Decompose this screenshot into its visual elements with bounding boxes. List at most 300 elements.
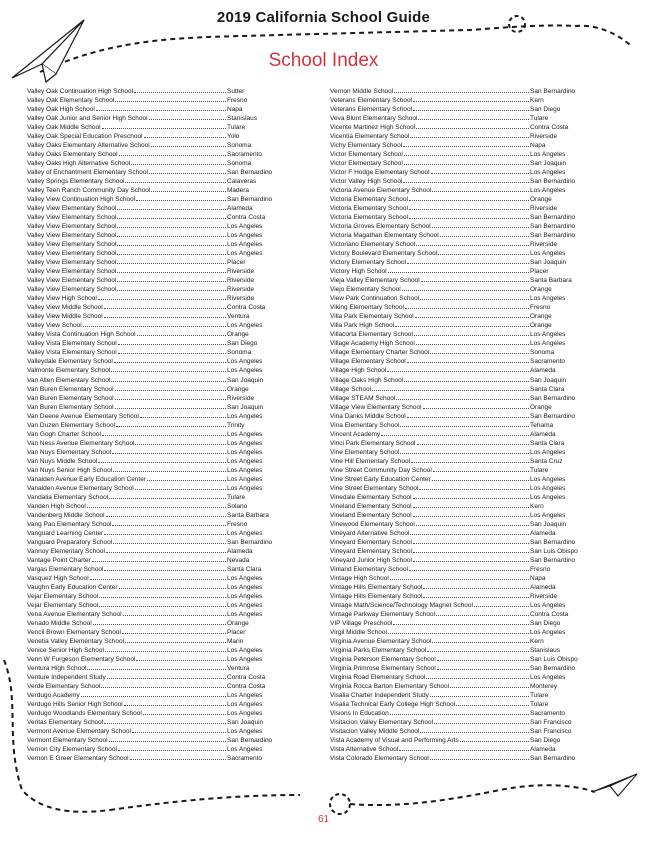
school-name: Valley View Elementary School xyxy=(27,232,117,240)
school-name: Van Allen Elementary School xyxy=(27,376,111,384)
leader-dots xyxy=(115,393,226,400)
leader-dots xyxy=(409,212,529,219)
index-entry xyxy=(330,492,600,501)
index-entry xyxy=(330,248,600,257)
school-name: Vicente Martinez High School xyxy=(330,124,416,132)
county-name: Sonoma xyxy=(227,160,252,168)
index-entry xyxy=(27,465,297,474)
county-name: Nevada xyxy=(227,556,250,564)
leader-dots xyxy=(107,672,226,679)
county-name: Sacramento xyxy=(227,151,263,159)
index-entry xyxy=(27,221,297,230)
school-name: Vanalden Avenue Elementary School xyxy=(27,484,134,492)
county-name: San Joaquin xyxy=(530,520,567,528)
school-name: Van Nuys Middle School xyxy=(27,457,98,465)
leader-dots xyxy=(440,230,529,237)
leader-dots xyxy=(117,203,226,210)
leader-dots xyxy=(423,582,529,589)
index-entry xyxy=(27,663,297,672)
index-entry xyxy=(27,555,297,564)
index-entry xyxy=(27,600,297,609)
county-name: San Bernardino xyxy=(227,538,273,546)
index-entry xyxy=(27,329,297,338)
school-name: Visions In Education xyxy=(330,710,389,718)
leader-dots xyxy=(136,654,226,661)
county-name: Los Angeles xyxy=(227,241,263,249)
leader-dots xyxy=(114,356,226,363)
school-name: Village Oaks High School xyxy=(330,376,404,384)
school-name: Victoria Elementary School xyxy=(330,196,408,204)
school-name: Valley View Elementary School xyxy=(27,205,117,213)
index-entry xyxy=(330,744,600,753)
index-entry xyxy=(27,167,297,176)
school-name: Vintage Parkway Elementary School xyxy=(330,610,436,618)
school-name: Vermont Avenue Elementary School xyxy=(27,728,131,736)
leader-dots xyxy=(432,474,529,481)
leader-dots xyxy=(420,293,529,300)
index-entry xyxy=(27,636,297,645)
school-name: Veritas Elementary School xyxy=(27,719,104,727)
index-entry xyxy=(330,95,600,104)
county-name: San Bernardino xyxy=(227,737,273,745)
index-entry xyxy=(330,663,600,672)
leader-dots xyxy=(420,726,529,733)
school-name: Vantage Point Charter xyxy=(27,556,91,564)
county-name: Tulare xyxy=(227,124,246,132)
index-entry xyxy=(27,302,297,311)
index-entry xyxy=(27,456,297,465)
leader-dots xyxy=(104,528,226,535)
index-entry xyxy=(330,429,600,438)
leader-dots xyxy=(388,627,529,634)
leader-dots xyxy=(402,284,529,291)
leader-dots xyxy=(419,483,529,490)
county-name: San Diego xyxy=(227,340,258,348)
county-name: Stanislaus xyxy=(530,646,560,654)
leader-dots xyxy=(87,663,226,670)
county-name: Alameda xyxy=(530,583,556,591)
leader-dots xyxy=(474,600,529,607)
index-entry xyxy=(330,519,600,528)
leader-dots xyxy=(149,113,226,120)
index-entry xyxy=(330,591,600,600)
school-name: Venture Independent Study xyxy=(27,674,106,682)
leader-dots xyxy=(101,681,226,688)
index-entry xyxy=(330,167,600,176)
index-entry xyxy=(27,726,297,735)
index-entry xyxy=(330,699,600,708)
index-entry xyxy=(330,636,600,645)
county-name: Fresno xyxy=(227,520,248,528)
county-name: Los Angeles xyxy=(227,367,263,375)
school-name: Vista Alternative School xyxy=(330,746,399,754)
index-entry xyxy=(330,375,600,384)
county-name: Los Angeles xyxy=(530,628,566,636)
county-name: Los Angeles xyxy=(227,692,263,700)
leader-dots xyxy=(427,645,529,652)
school-name: Valley Oaks Elementary Alternative School xyxy=(27,142,150,150)
page-title: School Index xyxy=(268,50,379,71)
county-name: San Bernardino xyxy=(530,232,576,240)
county-name: San Bernardino xyxy=(227,169,273,177)
index-entry xyxy=(330,708,600,717)
index-entry xyxy=(330,113,600,122)
county-name: Alameda xyxy=(530,529,556,537)
school-name: Van Buren Elementary School xyxy=(27,385,114,393)
index-entry xyxy=(330,176,600,185)
index-entry xyxy=(330,185,600,194)
index-entry xyxy=(27,320,297,329)
leader-dots xyxy=(90,573,226,580)
leader-dots xyxy=(436,609,529,616)
index-entry xyxy=(330,338,600,347)
school-name: Valley View Elementary School xyxy=(27,286,117,294)
index-entry xyxy=(27,735,297,744)
school-name: Vine Street Elementary School xyxy=(330,484,419,492)
index-entry xyxy=(27,185,297,194)
index-entry xyxy=(27,140,297,149)
county-name: Trinity xyxy=(227,421,245,429)
leader-dots xyxy=(395,320,529,327)
leader-dots xyxy=(404,375,529,382)
school-name: Valley View Elementary School xyxy=(27,223,117,231)
school-name: Vencil Brown Elementary School xyxy=(27,628,121,636)
school-name: Vineland Elementary School xyxy=(330,511,412,519)
school-name: Valley Teen Ranch Community Day School xyxy=(27,187,151,195)
county-name: Riverside xyxy=(227,394,255,402)
leader-dots xyxy=(423,402,529,409)
school-name: Vanden High School xyxy=(27,502,86,510)
county-name: Los Angeles xyxy=(227,457,263,465)
leader-dots xyxy=(437,654,529,661)
county-name: San Bernardino xyxy=(530,223,576,231)
school-name: Valley Oak Continuation High School xyxy=(27,88,134,95)
leader-dots xyxy=(390,708,529,715)
leader-dots xyxy=(144,131,227,138)
index-column-right xyxy=(330,86,600,762)
county-name: San Joaquin xyxy=(530,376,567,384)
index-entry xyxy=(27,356,297,365)
leader-dots xyxy=(400,447,529,454)
school-name: Valley View Elementary School xyxy=(27,277,117,285)
leader-dots xyxy=(405,302,529,309)
county-name: Contra Costa xyxy=(530,610,569,618)
leader-dots xyxy=(122,627,226,634)
county-name: Los Angeles xyxy=(227,484,263,492)
leader-dots xyxy=(125,636,226,643)
school-name: Village Academy High School xyxy=(330,340,415,348)
index-entry xyxy=(27,402,297,411)
county-name: Monterey xyxy=(530,683,558,691)
leader-dots xyxy=(147,474,226,481)
leader-dots xyxy=(151,185,226,192)
leader-dots xyxy=(131,158,226,165)
index-entry xyxy=(330,474,600,483)
index-entry xyxy=(27,338,297,347)
leader-dots xyxy=(143,708,226,715)
school-name: Villa Park High School xyxy=(330,322,395,330)
school-name: Vine Elementary School xyxy=(330,448,400,456)
index-entry xyxy=(330,501,600,510)
index-entry xyxy=(330,158,600,167)
county-name: San Diego xyxy=(530,737,561,745)
county-name: Ventura xyxy=(227,313,250,321)
county-name: Los Angeles xyxy=(530,511,566,519)
county-name: Fresno xyxy=(530,565,551,573)
index-entry xyxy=(27,284,297,293)
school-name: Valmonte Elementary School xyxy=(27,367,111,375)
county-name: Orange xyxy=(227,619,249,627)
leader-dots xyxy=(433,465,529,472)
index-entry xyxy=(330,465,600,474)
county-name: Orange xyxy=(530,322,552,330)
index-entry xyxy=(330,681,600,690)
county-name: Placer xyxy=(227,259,246,267)
leader-dots xyxy=(118,347,226,354)
school-name: Vine Street Community Day School xyxy=(330,466,432,474)
leader-dots xyxy=(413,510,529,517)
index-entry xyxy=(330,203,600,212)
index-entry xyxy=(27,158,297,167)
county-name: Los Angeles xyxy=(227,466,263,474)
index-entry xyxy=(330,239,600,248)
index-entry xyxy=(27,365,297,374)
index-entry xyxy=(27,131,297,140)
leader-dots xyxy=(372,384,529,391)
leader-dots xyxy=(423,591,529,598)
leader-dots xyxy=(393,618,529,625)
county-name: Los Angeles xyxy=(227,746,263,754)
county-name: Orange xyxy=(227,385,249,393)
leader-dots xyxy=(417,438,529,445)
index-entry xyxy=(330,600,600,609)
county-name: Los Angeles xyxy=(227,728,263,736)
school-name: Virginia Road Elementary School xyxy=(330,674,426,682)
leader-dots xyxy=(102,122,226,129)
index-entry xyxy=(27,609,297,618)
county-name: Contra Costa xyxy=(227,214,266,222)
school-name: Visalia Technical Early College High School xyxy=(330,701,456,709)
county-name: Los Angeles xyxy=(530,295,566,303)
leader-dots xyxy=(136,194,226,201)
leader-dots xyxy=(151,140,226,147)
county-name: Sutter xyxy=(227,88,245,95)
school-name: Vena Avenue Elementary School xyxy=(27,610,122,618)
county-name: San Joaquin xyxy=(227,719,264,727)
index-entry xyxy=(330,447,600,456)
county-name: Orange xyxy=(530,313,552,321)
school-name: Vanalden Avenue Early Education Center xyxy=(27,475,147,483)
index-entry xyxy=(27,708,297,717)
leader-dots xyxy=(430,347,529,354)
leader-dots xyxy=(125,176,226,183)
leader-dots xyxy=(430,753,529,760)
index-entry xyxy=(27,230,297,239)
county-name: Riverside xyxy=(530,592,558,600)
school-name: Vineyard Elementary School xyxy=(330,538,412,546)
index-entry xyxy=(27,194,297,203)
dashed-loop-icon xyxy=(330,794,350,814)
index-entry xyxy=(27,690,297,699)
index-entry xyxy=(27,104,297,113)
school-name: Vintage Hills Elementary School xyxy=(330,592,423,600)
leader-dots xyxy=(116,420,226,427)
leader-dots xyxy=(115,402,226,409)
leader-dots xyxy=(113,537,226,544)
school-name: Vargas Elementary School xyxy=(27,565,104,573)
index-entry xyxy=(27,149,297,158)
school-name: Vernon City Elementary School xyxy=(27,746,117,754)
school-name: Virgil Middle School xyxy=(330,628,387,636)
index-entry xyxy=(27,239,297,248)
school-name: Van Duzen Elementary School xyxy=(27,421,116,429)
county-name: Marin xyxy=(227,637,244,645)
county-name: Los Angeles xyxy=(530,601,566,609)
school-name: Valley Vista Elementary School xyxy=(27,349,117,357)
county-name: Sonoma xyxy=(530,349,555,357)
index-entry xyxy=(27,753,297,762)
school-name: Victoria Elementary School xyxy=(330,205,408,213)
school-name: Veterans Elementary School xyxy=(330,106,413,114)
county-name: San Bernardino xyxy=(530,88,576,95)
county-name: Alameda xyxy=(227,205,253,213)
school-name: Vernon Middle School xyxy=(330,88,394,95)
index-entry xyxy=(27,564,297,573)
school-name: Vineyard Alternative School xyxy=(330,529,410,537)
school-name: Vintage Math/Science/Technology Magnet School xyxy=(330,601,473,609)
county-name: Ventura xyxy=(227,665,250,672)
school-name: Vejar Elementary School xyxy=(27,601,99,609)
county-name: Tulare xyxy=(530,692,549,700)
index-entry xyxy=(330,212,600,221)
school-name: View Park Continuation School xyxy=(330,295,420,303)
index-entry xyxy=(27,618,297,627)
index-entry xyxy=(27,438,297,447)
index-entry xyxy=(330,555,600,564)
school-name: Visalia Charter Independent Study xyxy=(330,692,429,700)
index-entry xyxy=(27,86,297,95)
school-name: Village Elementary Charter School xyxy=(330,349,430,357)
county-name: Tulare xyxy=(530,115,549,123)
leader-dots xyxy=(149,167,226,174)
leader-dots xyxy=(413,546,529,553)
school-name: Victoria Magathan Elementary School xyxy=(330,232,439,240)
index-entry xyxy=(27,681,297,690)
county-name: Kern xyxy=(530,97,544,105)
index-entry xyxy=(330,456,600,465)
county-name: San Diego xyxy=(530,106,561,114)
leader-dots xyxy=(407,411,529,418)
leader-dots xyxy=(416,519,529,526)
county-name: Orange xyxy=(227,331,249,339)
school-name: Village STEAM School xyxy=(330,394,396,402)
leader-dots xyxy=(409,194,529,201)
county-name: San Bernardino xyxy=(530,665,576,672)
leader-dots xyxy=(394,86,529,93)
leader-dots xyxy=(106,510,226,517)
leader-dots xyxy=(404,158,529,165)
county-name: Riverside xyxy=(530,133,558,141)
leader-dots xyxy=(117,230,226,237)
index-entry xyxy=(330,266,600,275)
leader-dots xyxy=(117,248,226,255)
county-name: Tehama xyxy=(530,421,554,429)
leader-dots xyxy=(404,149,529,156)
school-name: Verdugo Woodlands Elementary School xyxy=(27,710,142,718)
leader-dots xyxy=(104,302,226,309)
leader-dots xyxy=(112,447,226,454)
leader-dots xyxy=(411,456,529,463)
index-entry xyxy=(330,690,600,699)
index-entry xyxy=(330,609,600,618)
index-entry xyxy=(330,221,600,230)
index-entry xyxy=(330,528,600,537)
school-name: Valley View Elementary School xyxy=(27,250,117,258)
school-name: Victory Boulevard Elementary School xyxy=(330,250,438,258)
school-name: Vejar Elementary School xyxy=(27,592,99,600)
county-name: Los Angeles xyxy=(530,493,566,501)
leader-dots xyxy=(399,744,529,751)
index-entry xyxy=(330,438,600,447)
county-name: Alameda xyxy=(530,367,556,375)
school-name: Verde Elementary School xyxy=(27,683,101,691)
index-entry xyxy=(27,483,297,492)
paper-plane-icon xyxy=(592,774,637,796)
index-entry xyxy=(330,411,600,420)
index-entry xyxy=(330,131,600,140)
school-name: Venice Senior High School xyxy=(27,646,104,654)
index-entry xyxy=(27,645,297,654)
leader-dots xyxy=(140,411,226,418)
county-name: Fresno xyxy=(227,97,248,105)
leader-dots xyxy=(123,609,226,616)
county-name: Kern xyxy=(530,502,544,510)
leader-dots xyxy=(117,275,226,282)
school-name: Valley View Middle School xyxy=(27,313,103,321)
leader-dots xyxy=(415,311,529,318)
leader-dots xyxy=(400,420,529,427)
county-name: San Joaquin xyxy=(530,259,567,267)
index-entry xyxy=(330,257,600,266)
index-entry xyxy=(27,257,297,266)
county-name: Orange xyxy=(530,196,552,204)
county-name: Los Angeles xyxy=(227,223,263,231)
school-name: Vang Pao Elementary School xyxy=(27,520,112,528)
school-name: Vina Danks Middle School xyxy=(330,412,406,420)
index-entry xyxy=(27,510,297,519)
county-name: Los Angeles xyxy=(227,448,263,456)
school-name: Van Ness Avenue Elementary School xyxy=(27,439,135,447)
index-entry xyxy=(330,230,600,239)
school-name: Ventura High School xyxy=(27,665,87,672)
index-entry xyxy=(27,113,297,122)
leader-dots xyxy=(135,438,226,445)
index-entry xyxy=(330,149,600,158)
index-entry xyxy=(330,726,600,735)
school-name: Van Nuys Senior High School xyxy=(27,466,113,474)
index-entry xyxy=(330,302,600,311)
index-entry xyxy=(27,411,297,420)
county-name: Los Angeles xyxy=(227,430,263,438)
index-entry xyxy=(27,591,297,600)
school-name: Veterans Elementary School xyxy=(330,97,413,105)
school-name: Victoriano Elementary School xyxy=(330,241,416,249)
index-entry xyxy=(330,320,600,329)
county-name: Contra Costa xyxy=(227,683,266,691)
school-name: Valley Oaks High Alternative School xyxy=(27,160,131,168)
county-name: Los Angeles xyxy=(227,250,263,258)
county-name: Riverside xyxy=(530,241,558,249)
